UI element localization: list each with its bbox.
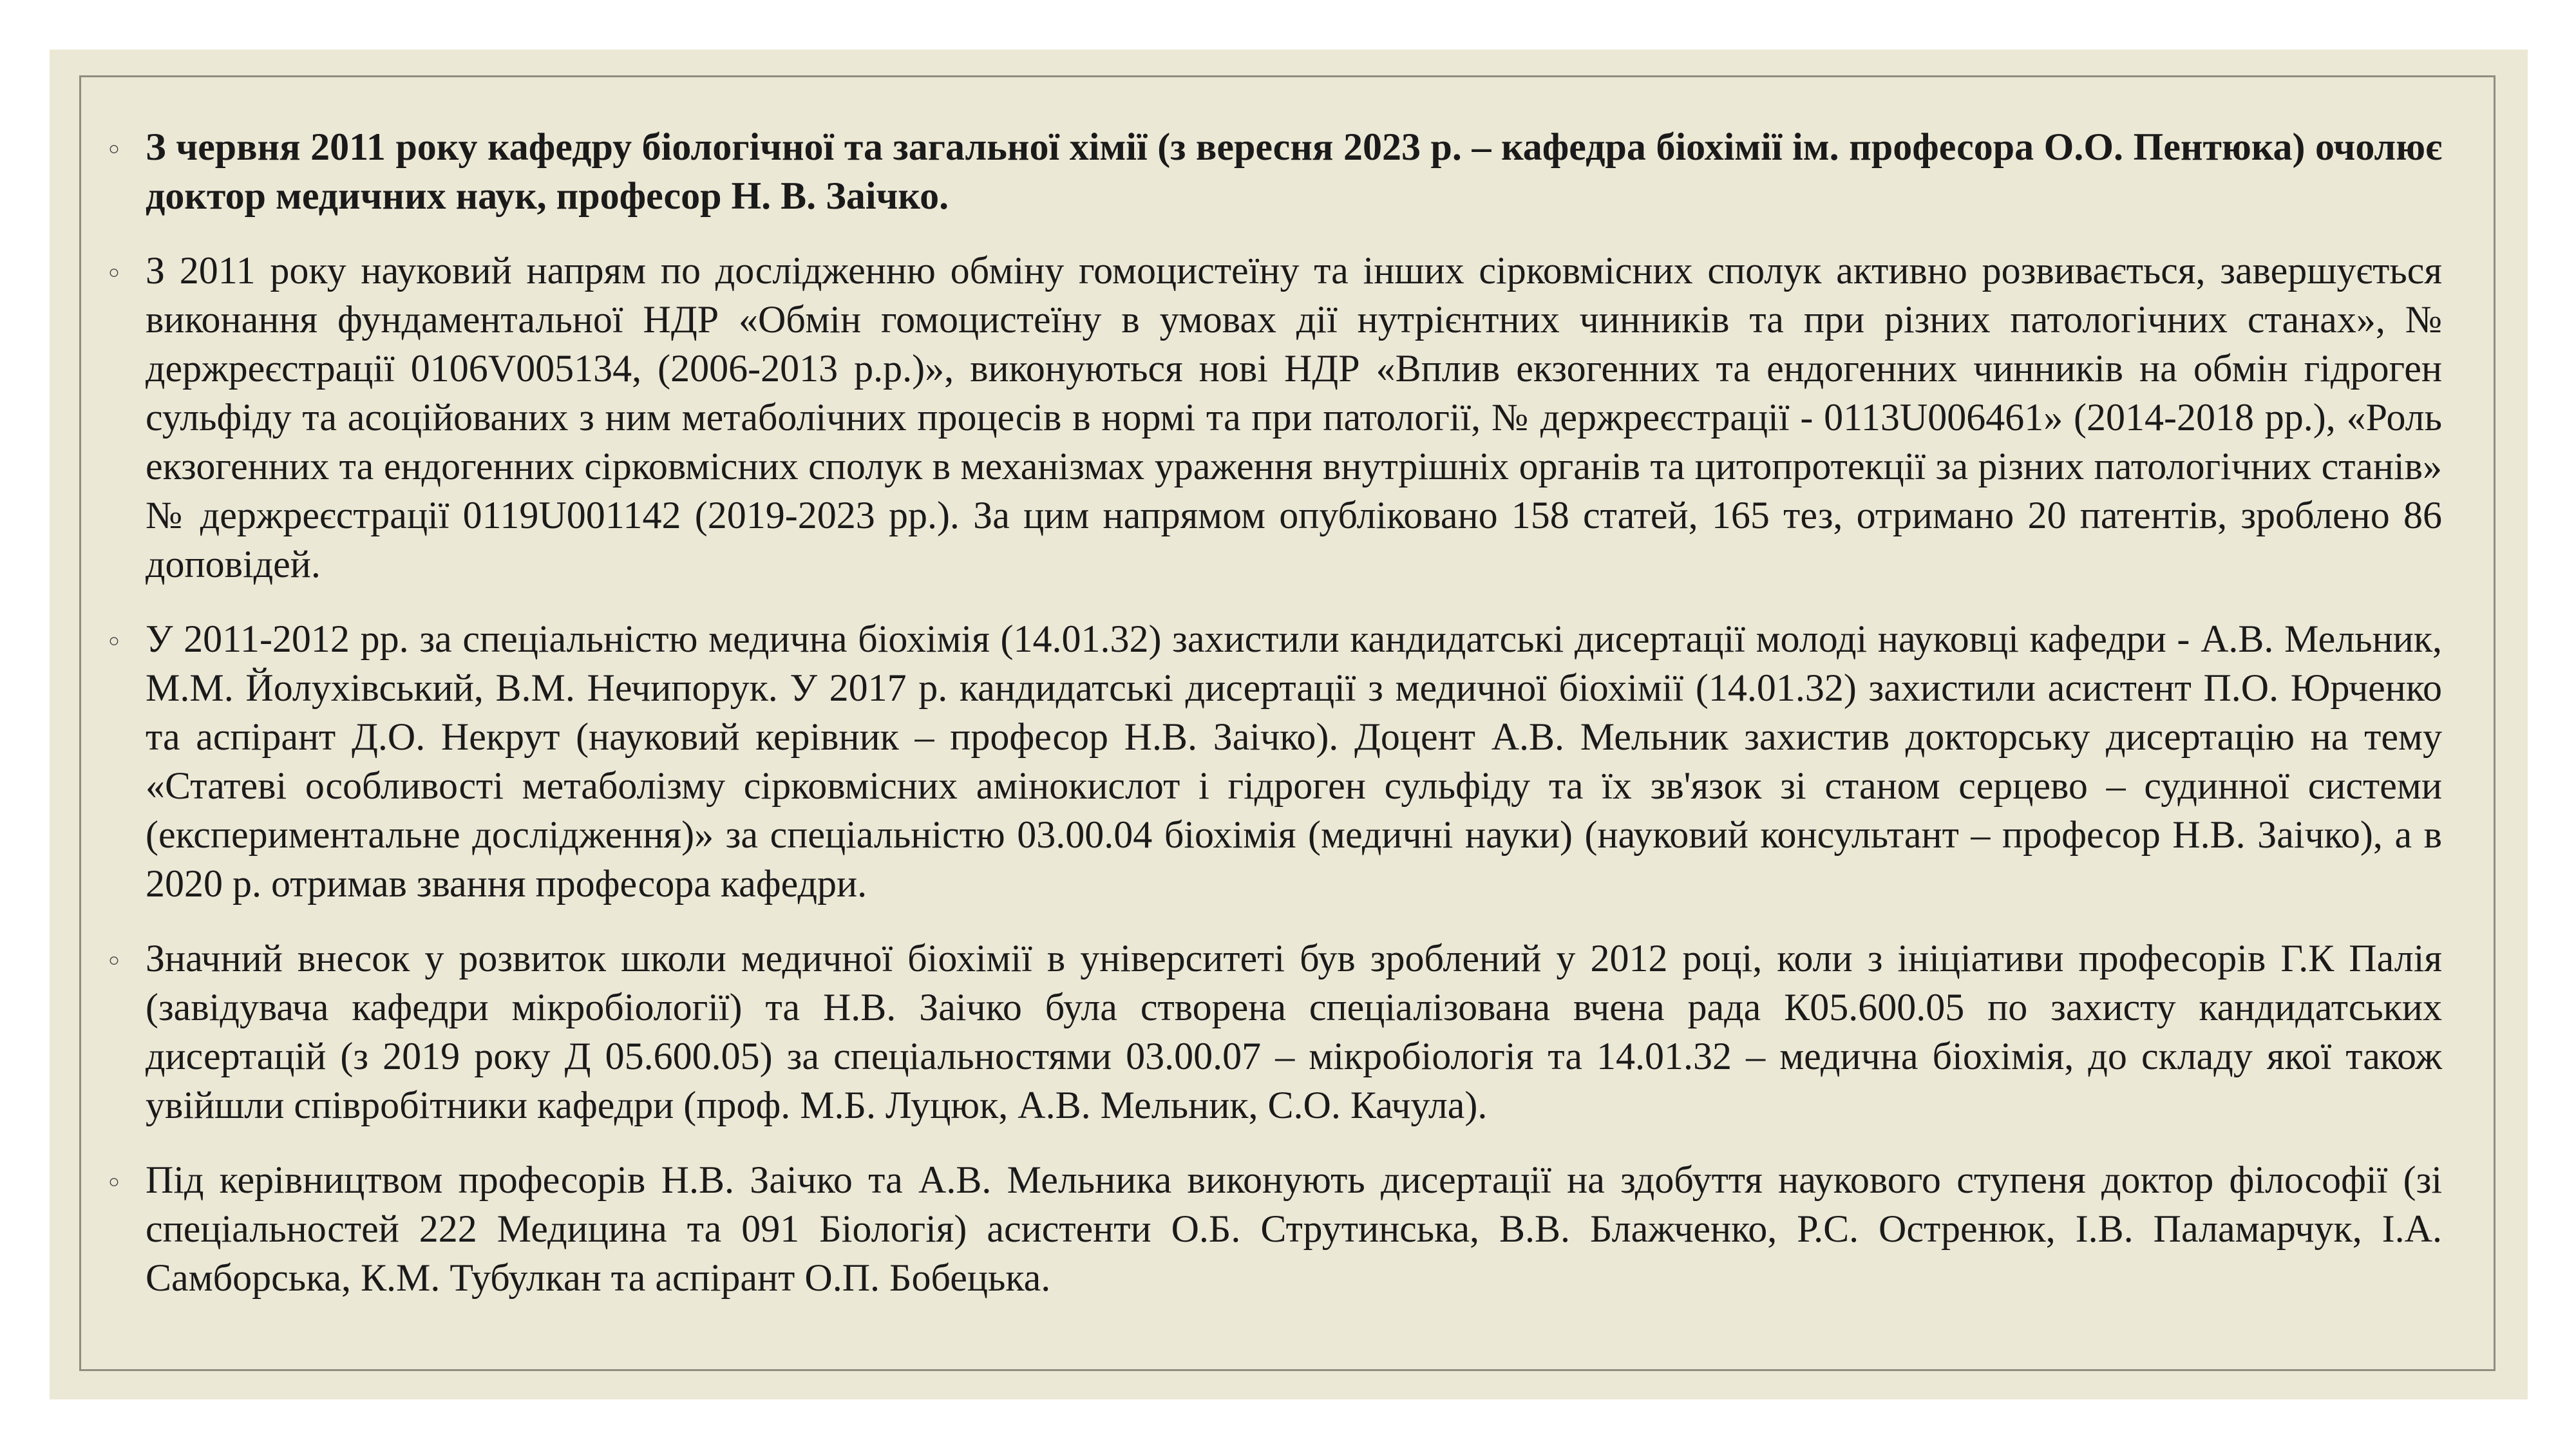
list-item	[106, 246, 2442, 589]
bullet-circle-icon: ◦	[106, 1167, 122, 1200]
bullet-list	[81, 122, 2494, 1328]
paragraph-text: Значний внесок у розвиток школи медичної біохімії в університеті був зроблений у 2012 році, коли з ініціативи професорів Г.К Палія (завідувача кафедри мікробіології) та Н.В. Заічко була створена спеціалізована вчена рада К05.600.05 по захисту кандидатських дисертацій (з 2019 року Д 05.600.05) за спеціальностями 03.00.07 – мікробіологія та 14.01.32 – медична біохімія, до складу якої також увійшли співробітники кафедри (проф. М.Б. Луцюк, А.В. Мельник, С.О. Качула).	[146, 937, 2442, 1126]
paragraph-text: У 2011-2012 рр. за спеціальністю медична біохімія (14.01.32) захистили кандидатські дисертації молоді науковці кафедри - А.В. Мельник, М.М. Йолухівський, В.М. Нечипорук. У 2017 р. кандидатські дисертації з медичної біохімії (14.01.32) захистили асистент П.О. Юрченко та аспірант Д.О. Некрут (науковий керівник – професор Н.В. Заічко). Доцент А.В. Мельник захистив докторську дисертацію на тему «Статеві особливості метаболізму сірковмісних амінокислот і гідроген сульфіду та їх зв'язок зі станом серцево – судинної системи (експериментальне дослідження)» за спеціальністю 03.00.04 біохімія (медичні науки) (науковий консультант – професор Н.В. Заічко), а в 2020 р. отримав звання професора кафедри.	[146, 618, 2442, 905]
slide-frame	[79, 75, 2496, 1371]
list-item	[106, 614, 2442, 908]
bullet-circle-icon: ◦	[106, 626, 122, 659]
slide	[50, 50, 2528, 1399]
list-item	[106, 934, 2442, 1130]
list-item	[106, 122, 2442, 220]
bullet-circle-icon: ◦	[106, 258, 122, 290]
paragraph-text: З 2011 року науковий напрям по дослідженню обміну гомоцистеїну та інших сірковмісних сполук активно розвивається, завершується виконання фундаментальної НДР «Обмін гомоцистеїну в умовах дії нутрієнтних чинників та при різних патологічних станах», № держреєстрації 0106V005134, (2006-2013 р.р.)», виконуються нові НДР «Вплив екзогенних та ендогенних чинників на обмін гідроген сульфіду та асоційованих з ним метаболічних процесів в нормі та при патології, № держреєстрації - 0113U006461» (2014-2018 рр.), «Роль екзогенних та ендогенних сірковмісних сполук в механізмах ураження внутрішніх органів та цитопротекції за різних патологічних станів» № держреєстрації 0119U001142 (2019-2023 рр.). За цим напрямом опубліковано 158 статей, 165 тез, отримано 20 патентів, зроблено 86 доповідей.	[146, 249, 2442, 585]
list-item	[106, 1155, 2442, 1302]
bullet-circle-icon: ◦	[106, 134, 122, 167]
paragraph-text: Під керівництвом професорів Н.В. Заічко та А.В. Мельника виконують дисертації на здобуття наукового ступеня доктор філософії (зі спеціальностей 222 Медицина та 091 Біологія) асистенти О.Б. Струтинська, В.В. Блажченко, Р.С. Остренюк, І.В. Паламарчук, І.А. Самборська, К.М. Тубулкан та аспірант О.П. Бобецька.	[146, 1159, 2442, 1299]
paragraph-text: З червня 2011 року кафедру біологічної та загальної хімії (з вересня 2023 р. – кафедра біохімії ім. професора О.О. Пентюка) очолює доктор медичних наук, професор Н. В. Заічко.	[146, 126, 2442, 217]
bullet-circle-icon: ◦	[106, 945, 122, 978]
